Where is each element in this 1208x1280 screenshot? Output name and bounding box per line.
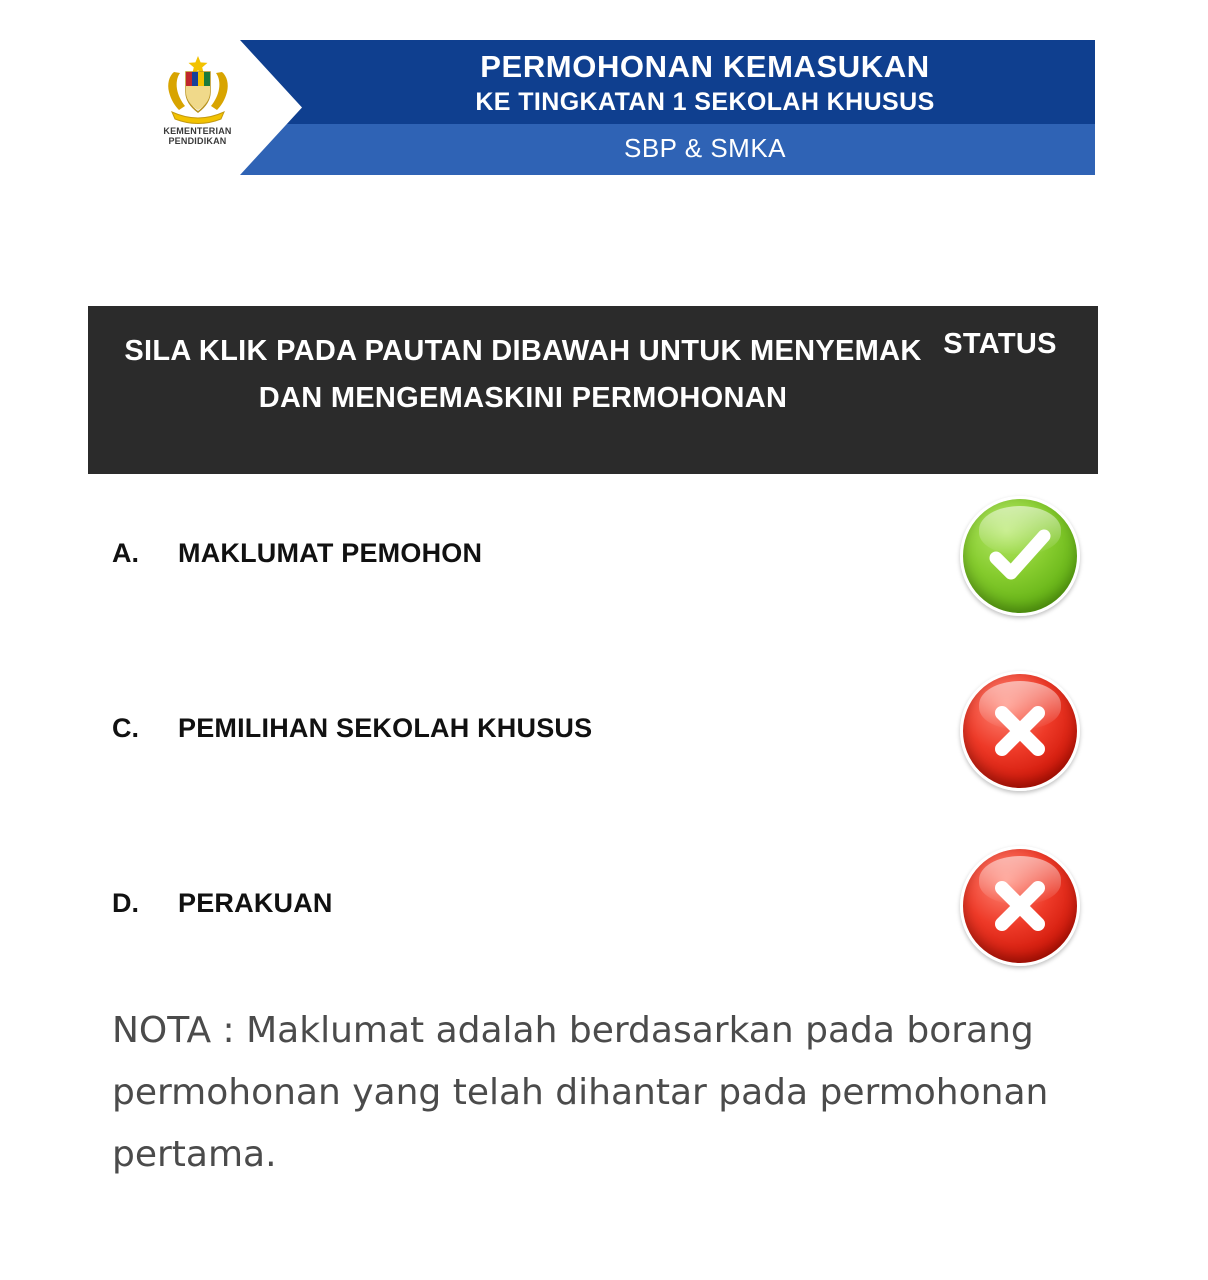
instruction-text: SILA KLIK PADA PAUTAN DIBAWAH UNTUK MENYEMAK DAN MENGEMASKINI PERMOHONAN (124, 335, 922, 414)
note-text: NOTA : Maklumat adalah berdasarkan pada borang permohonan yang telah dihantar pada permohonan pertama. (112, 1010, 1049, 1175)
cross-glyph (963, 674, 1077, 788)
status-badge (960, 846, 1080, 966)
banner-title-line-1: PERMOHONAN KEMASUKAN (480, 49, 930, 84)
section-list (0, 474, 1208, 999)
banner-subtitle: SBP & SMKA (623, 133, 787, 163)
section-link-label[interactable]: PERAKUAN (178, 888, 333, 918)
cross-glyph (963, 849, 1077, 963)
section-link-label[interactable]: PEMILIHAN SEKOLAH KHUSUS (178, 713, 593, 743)
instruction-header-bar (88, 306, 1098, 474)
malaysia-coat-of-arms-icon (135, 52, 260, 124)
list-item[interactable] (0, 824, 1208, 999)
check-glyph (963, 499, 1077, 613)
status-column-header: STATUS (943, 328, 1057, 360)
red-cross-circle-icon (960, 846, 1080, 966)
ministry-crest-label: KEMENTERIAN PENDIDIKAN (163, 126, 232, 146)
section-letter: D. (112, 888, 139, 918)
red-cross-circle-icon (960, 671, 1080, 791)
section-link-label[interactable]: MAKLUMAT PEMOHON (178, 538, 483, 568)
list-item[interactable] (0, 474, 1208, 649)
page-banner (0, 0, 1208, 190)
list-item[interactable] (0, 649, 1208, 824)
banner-title-block (320, 48, 1090, 118)
status-badge (960, 496, 1080, 616)
section-letter: A. (112, 538, 139, 568)
green-check-circle-icon (960, 496, 1080, 616)
section-letter: C. (112, 713, 139, 743)
ministry-crest (135, 52, 260, 146)
status-badge (960, 671, 1080, 791)
banner-title-line-2: KE TINGKATAN 1 SEKOLAH KHUSUS (475, 88, 935, 116)
